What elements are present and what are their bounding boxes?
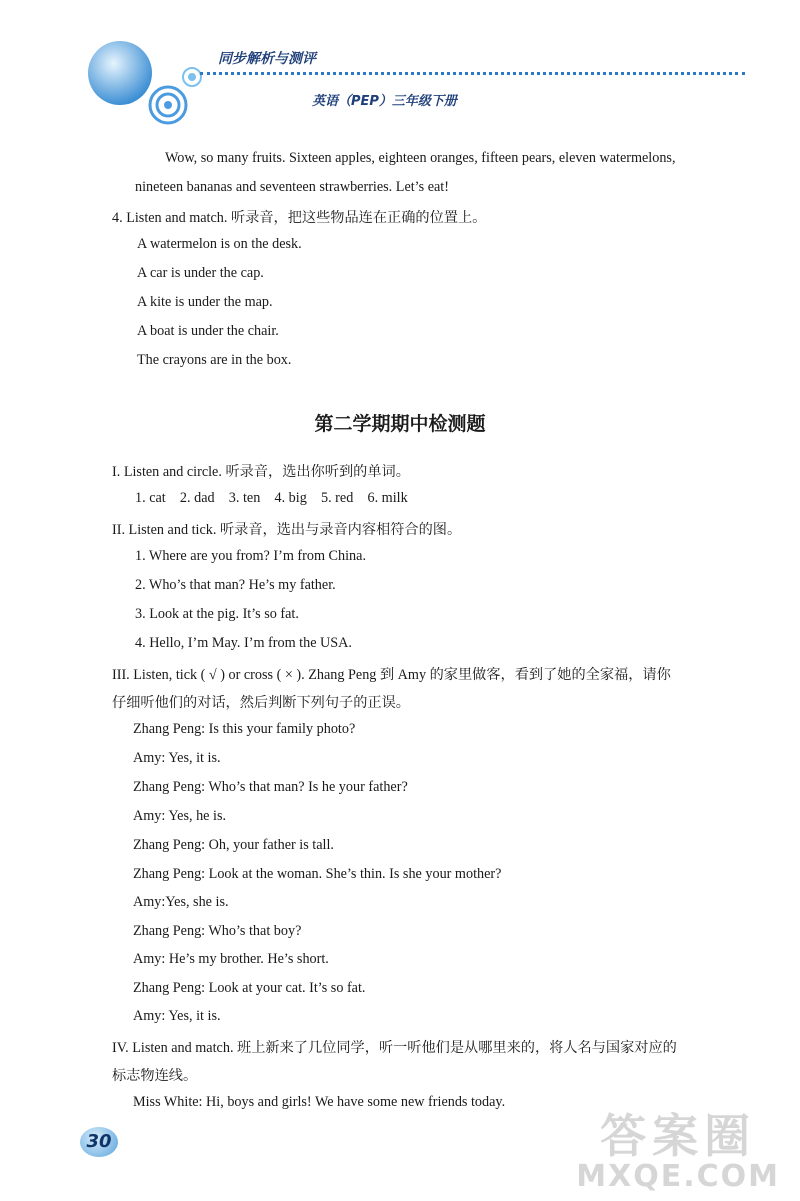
header-decoration-circles xyxy=(80,35,220,135)
paragraph-line-2: nineteen bananas and seventeen strawberries. Let’s eat! xyxy=(135,179,449,195)
part2-line: 1. Where are you from? I’m from China. xyxy=(135,548,366,564)
part1-heading: I. Listen and circle. 听录音，选出你听到的单词。 xyxy=(112,464,410,480)
dialog-line: Zhang Peng: Oh, your father is tall. xyxy=(133,837,334,853)
header-title: 同步解析与测评 xyxy=(218,51,316,67)
q4-line: A boat is under the chair. xyxy=(137,323,279,339)
header-divider xyxy=(200,72,745,75)
part2-line: 2. Who’s that man? He’s my father. xyxy=(135,577,336,593)
watermark-bottom: MXQE.COM xyxy=(576,1159,780,1194)
watermark-top: 答案圈 xyxy=(600,1109,757,1163)
page-number: 30 xyxy=(80,1127,118,1157)
part4-line-1: Miss White: Hi, boys and girls! We have some new friends today. xyxy=(133,1094,506,1110)
part2-heading: II. Listen and tick. 听录音，选出与录音内容相符合的图。 xyxy=(112,522,462,538)
part4-heading-line-2: 标志物连线。 xyxy=(112,1068,198,1084)
part3-heading-line-1: III. Listen, tick ( √ ) or cross ( × ). Zhang Peng 到 Amy 的家里做客，看到了她的全家福，请你 xyxy=(112,667,671,683)
q4-line: A kite is under the map. xyxy=(137,294,273,310)
dialog-line: Amy:Yes, she is. xyxy=(133,894,229,910)
dialog-line: Zhang Peng: Who’s that boy? xyxy=(133,923,302,939)
q4-heading: 4. Listen and match. 听录音，把这些物品连在正确的位置上。 xyxy=(112,210,487,226)
part4-heading-line-1: IV. Listen and match. 班上新来了几位同学，听一听他们是从哪里来的，将人名与国家对应的 xyxy=(112,1040,677,1056)
part2-line: 3. Look at the pig. It’s so fat. xyxy=(135,606,299,622)
dialog-line: Zhang Peng: Is this your family photo? xyxy=(133,721,356,737)
q4-line: A watermelon is on the desk. xyxy=(137,236,302,252)
q4-line: A car is under the cap. xyxy=(137,265,264,281)
dialog-line: Amy: Yes, it is. xyxy=(133,750,221,766)
dialog-line: Amy: Yes, it is. xyxy=(133,1008,221,1024)
exam-title: 第二学期期中检测题 xyxy=(314,413,486,435)
part1-items: 1. cat 2. dad 3. ten 4. big 5. red 6. milk xyxy=(135,490,408,506)
paragraph-line-1: Wow, so many fruits. Sixteen apples, eighteen oranges, fifteen pears, eleven watermelons, xyxy=(165,150,676,166)
dialog-line: Zhang Peng: Look at the woman. She’s thin. Is she your mother? xyxy=(133,866,502,882)
q4-line: The crayons are in the box. xyxy=(137,352,292,368)
part3-heading-line-2: 仔细听他们的对话，然后判断下列句子的正误。 xyxy=(112,695,410,711)
header-subtitle: 英语（PEP）三年级下册 xyxy=(312,94,457,109)
part2-line: 4. Hello, I’m May. I’m from the USA. xyxy=(135,635,352,651)
dialog-line: Amy: He’s my brother. He’s short. xyxy=(133,951,329,967)
watermark xyxy=(576,1111,780,1193)
dialog-line: Amy: Yes, he is. xyxy=(133,808,227,824)
dialog-line: Zhang Peng: Look at your cat. It’s so fat. xyxy=(133,980,366,996)
dialog-line: Zhang Peng: Who’s that man? Is he your father? xyxy=(133,779,408,795)
